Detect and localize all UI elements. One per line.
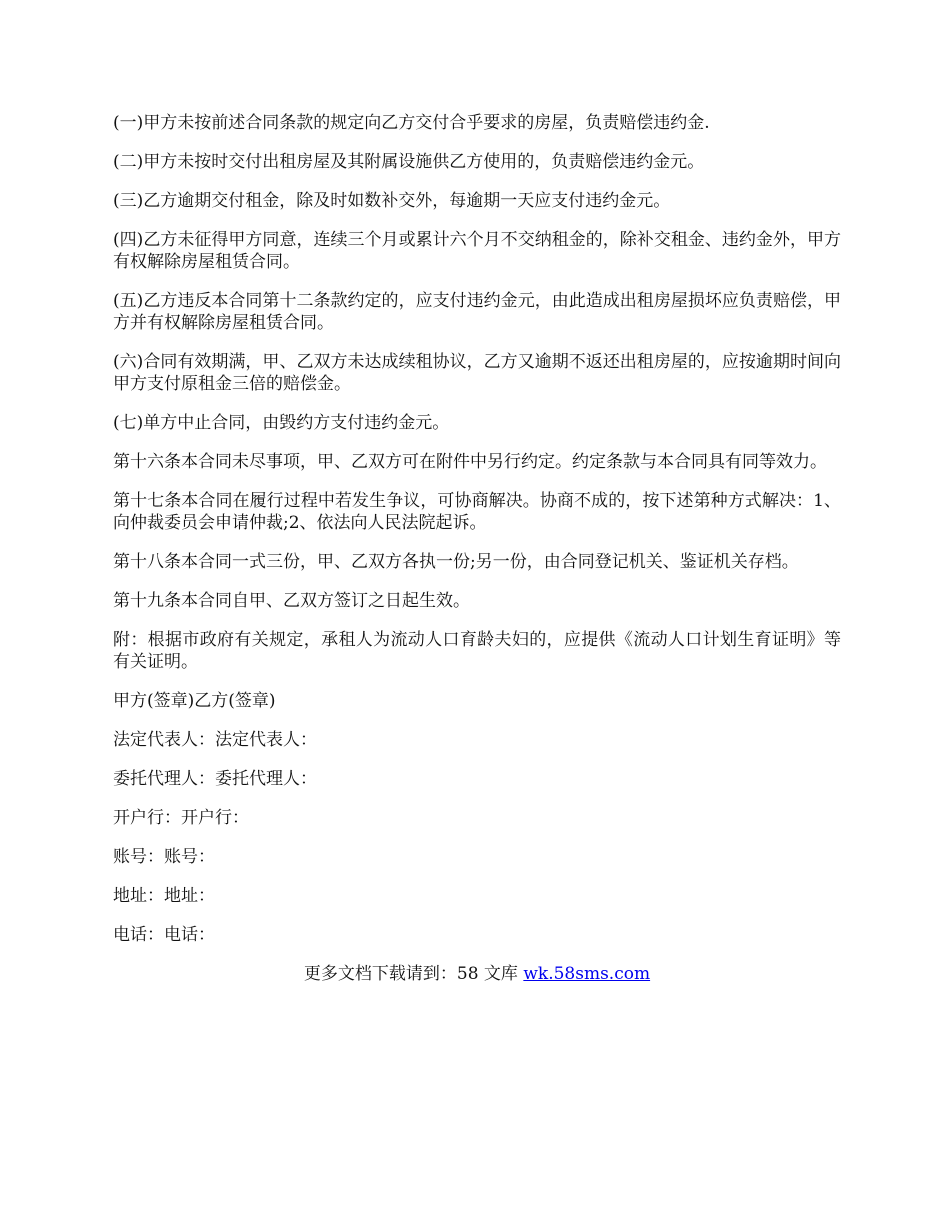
article-16: 第十六条本合同未尽事项，甲、乙双方可在附件中另行约定。约定条款与本合同具有同等效力。 — [113, 452, 827, 472]
clause-7: (七)单方中止合同，由毁约方支付违约金元。 — [113, 413, 450, 433]
phone-line: 电话：电话： — [113, 925, 215, 945]
agent-line: 委托代理人：委托代理人： — [113, 769, 317, 789]
article-17: 第十七条本合同在履行过程中若发生争议，可协商解决。协商不成的，按下述第种方式解决：1、向仲裁委员会申请仲裁;2、依法向人民法院起诉。 — [113, 491, 841, 533]
signature-line: 甲方(签章)乙方(签章) — [113, 691, 276, 711]
legal-representative-line: 法定代表人：法定代表人： — [113, 730, 317, 750]
article-19: 第十九条本合同自甲、乙双方签订之日起生效。 — [113, 591, 470, 611]
clause-5: (五)乙方违反本合同第十二条款约定的，应支付违约金元，由此造成出租房屋损坏应负责赔偿，甲方并有权解除房屋租赁合同。 — [113, 291, 841, 333]
account-line: 账号：账号： — [113, 847, 215, 867]
clause-3: (三)乙方逾期交付租金，除及时如数补交外，每逾期一天应支付违约金元。 — [113, 191, 671, 211]
appendix-note: 附：根据市政府有关规定，承租人为流动人口育龄夫妇的，应提供《流动人口计划生育证明》等有关证明。 — [113, 630, 841, 672]
footer-link[interactable]: wk.58sms.com — [523, 964, 651, 984]
bank-line: 开户行：开户行： — [113, 808, 249, 828]
download-footer — [113, 963, 841, 985]
clause-2: (二)甲方未按时交付出租房屋及其附属设施供乙方使用的，负责赔偿违约金元。 — [113, 152, 705, 172]
footer-text: 更多文档下载请到：58 文库 — [303, 964, 524, 984]
clause-6: (六)合同有效期满，甲、乙双方未达成续租协议，乙方又逾期不返还出租房屋的，应按逾期时间向甲方支付原租金三倍的赔偿金。 — [113, 352, 841, 394]
article-18: 第十八条本合同一式三份，甲、乙双方各执一份;另一份，由合同登记机关、鉴证机关存档。 — [113, 552, 799, 572]
clause-4: (四)乙方未征得甲方同意，连续三个月或累计六个月不交纳租金的，除补交租金、违约金外，甲方有权解除房屋租赁合同。 — [113, 230, 841, 272]
address-line: 地址：地址： — [113, 886, 215, 906]
document-page — [113, 112, 841, 985]
clause-1: (一)甲方未按前述合同条款的规定向乙方交付合乎要求的房屋，负责赔偿违约金. — [113, 113, 710, 133]
